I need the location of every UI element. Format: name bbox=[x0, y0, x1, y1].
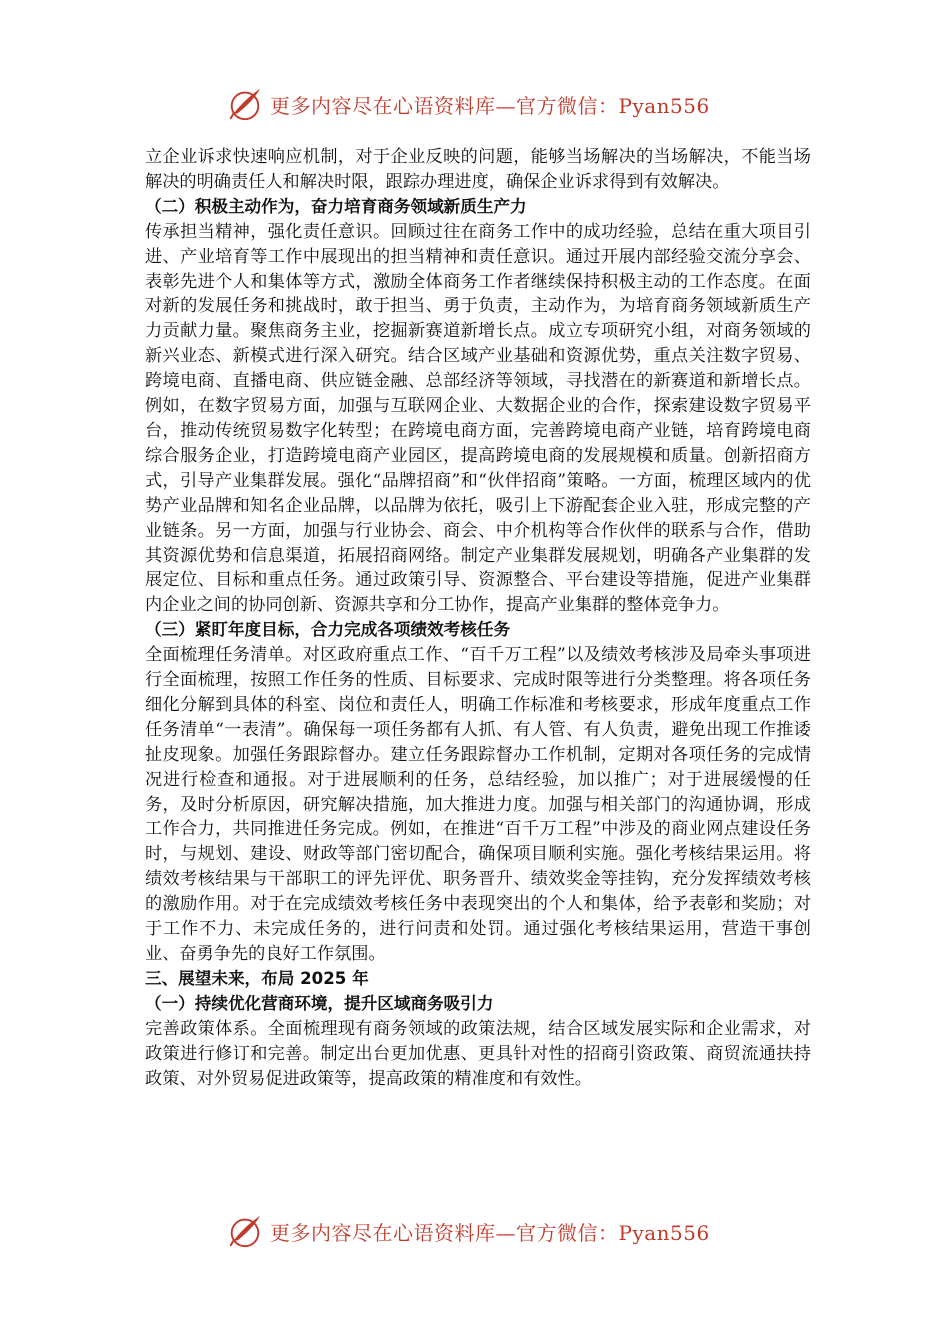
quill-pen-icon bbox=[226, 1212, 264, 1250]
watermark-footer bbox=[226, 1211, 746, 1251]
section-heading: （三）紧盯年度目标，合力完成各项绩效考核任务 bbox=[145, 620, 511, 640]
paragraph: 传承担当精神，强化责任意识。回顾过往在商务工作中的成功经验，总结在重大项目引进、产业培育等工作中展现出的担当精神和责任意识。通过开展内部经验交流分享会、表彰先进个人和集体等方式，激励全体商务工作者继续保持积极主动的工作态度。在面对新的发展任务和挑战时，敢于担当、勇于负责，主动作为，为培育商务领域新质生产力贡献力量。聚焦商务主业，挖掘新赛道新增长点。成立专项研究小组，对商务领域的新兴业态、新模式进行深入研究。结合区域产业基础和资源优势，重点关注数字贸易、跨境电商、直播电商、供应链金融、总部经济等领域，寻找潜在的新赛道和新增长点。例如，在数字贸易方面，加强与互联网企业、大数据企业的合作，探索建设数字贸易平台，推动传统贸易数字化转型；在跨境电商方面，完善跨境电商产业链，培育跨境电商综合服务企业，打造跨境电商产业园区，提高跨境电商的发展规模和质量。创新招商方式，引导产业集群发展。强化“品牌招商”和“伙伴招商”策略。一方面，梳理区域内的优势产业品牌和知名企业品牌，以品牌为依托，吸引上下游配套企业入驻，形成完整的产业链条。另一方面，加强与行业协会、商会、中介机构等合作伙伴的联系与合作，借助其资源优势和信息渠道，拓展招商网络。制定产业集群发展规划，明确各产业集群的发展定位、目标和重点任务。通过政策引导、资源整合、平台建设等措施，促进产业集群内企业之间的协同创新、资源共享和分工协作，提高产业集群的整体竞争力。 bbox=[145, 221, 811, 616]
document-body bbox=[145, 145, 811, 1091]
watermark-header bbox=[226, 84, 746, 124]
watermark-text: 更多内容尽在心语资料库—官方微信：Pyan556 bbox=[270, 1220, 710, 1245]
watermark-text: 更多内容尽在心语资料库—官方微信：Pyan556 bbox=[270, 93, 710, 118]
section-heading: （二）积极主动作为，奋力培育商务领域新质生产力 bbox=[145, 196, 527, 216]
quill-pen-icon bbox=[226, 85, 264, 123]
paragraph: 立企业诉求快速响应机制，对于企业反映的问题，能够当场解决的当场解决，不能当场解决的明确责任人和解决时限，跟踪办理进度，确保企业诉求得到有效解决。 bbox=[145, 147, 811, 192]
section-heading: （一）持续优化营商环境，提升区域商务吸引力 bbox=[145, 993, 494, 1013]
paragraph: 全面梳理任务清单。对区政府重点工作、“百千万工程”以及绩效考核涉及局牵头事项进行全面梳理，按照工作任务的性质、目标要求、完成时限等进行分类整理。将各项任务细化分解到具体的科室、岗位和责任人，明确工作标准和考核要求，形成年度重点工作任务清单“一表清”。确保每一项任务都有人抓、有人管、有人负责，避免出现工作推诿扯皮现象。加强任务跟踪督办。建立任务跟踪督办工作机制，定期对各项任务的完成情况进行检查和通报。对于进展顺利的任务，总结经验，加以推广；对于进展缓慢的任务，及时分析原因，研究解决措施，加大推进力度。加强与相关部门的沟通协调，形成工作合力，共同推进任务完成。例如，在推进“百千万工程”中涉及的商业网点建设任务时，与规划、建设、财政等部门密切配合，确保项目顺利实施。强化考核结果运用。将绩效考核结果与干部职工的评先评优、职务晋升、绩效奖金等挂钩，充分发挥绩效考核的激励作用。对于在完成绩效考核任务中表现突出的个人和集体，给予表彰和奖励；对于工作不力、未完成任务的，进行问责和处罚。通过强化考核结果运用，营造干事创业、奋勇争先的良好工作氛围。 bbox=[145, 645, 811, 964]
chapter-heading: 三、展望未来，布局 2025 年 bbox=[145, 968, 369, 988]
paragraph: 完善政策体系。全面梳理现有商务领域的政策法规，结合区域发展实际和企业需求，对政策进行修订和完善。制定出台更加优惠、更具针对性的招商引资政策、商贸流通扶持政策、对外贸易促进政策等，提高政策的精准度和有效性。 bbox=[145, 1018, 811, 1089]
